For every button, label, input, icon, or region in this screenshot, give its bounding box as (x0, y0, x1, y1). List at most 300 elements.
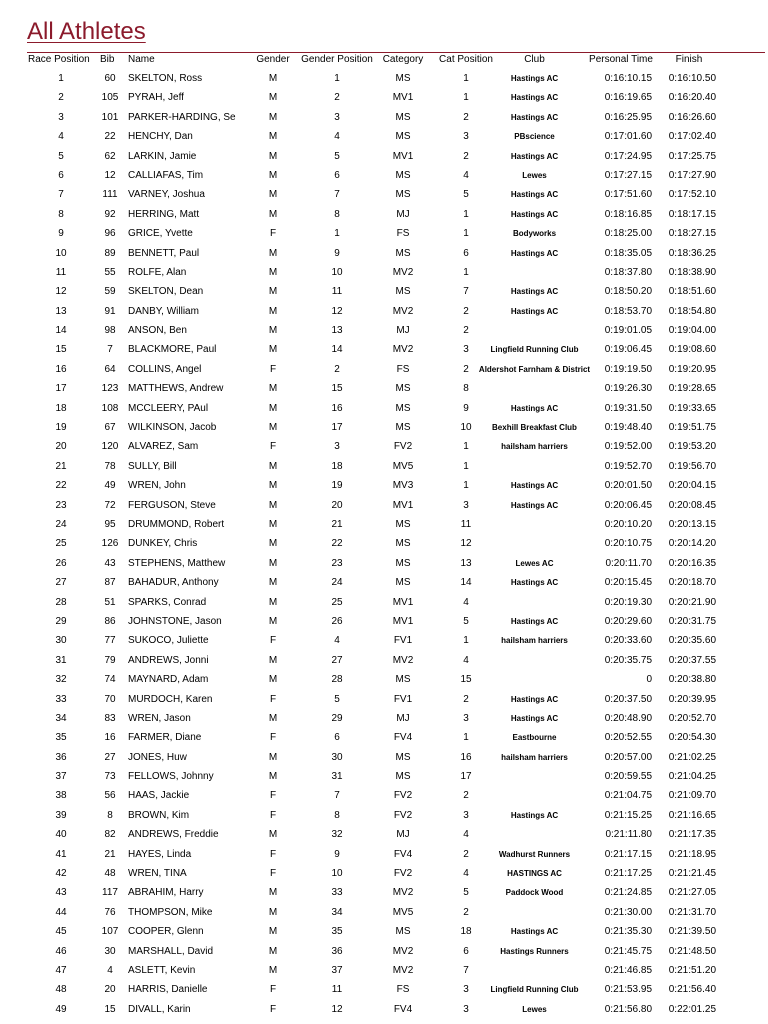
cell-race-position: 12 (55, 286, 67, 298)
header-gender-position: Gender Position (301, 54, 373, 65)
table-row (0, 515, 768, 534)
cell-personal-time: 0:19:52.70 (604, 460, 652, 472)
cell-race-position: 46 (55, 945, 67, 957)
cell-bib: 43 (104, 557, 116, 569)
cell-race-position: 36 (55, 751, 67, 763)
table-row (0, 224, 768, 243)
cell-name: DANBY, William (128, 305, 199, 317)
cell-cat-position: 4 (463, 829, 469, 841)
cell-finish: 0:18:38.90 (668, 266, 716, 278)
table-row (0, 360, 768, 379)
cell-personal-time: 0 (646, 674, 652, 686)
cell-race-position: 37 (55, 771, 67, 783)
cell-club: hailsham harriers (501, 636, 568, 646)
cell-personal-time: 0:19:26.30 (604, 383, 652, 395)
cell-category: MS (395, 422, 411, 434)
table-row (0, 767, 768, 786)
cell-category: FV2 (393, 790, 413, 802)
cell-personal-time: 0:19:06.45 (604, 344, 652, 356)
cell-club: Hastings AC (510, 810, 559, 820)
cell-bib: 20 (104, 984, 116, 996)
cell-bib: 51 (104, 596, 116, 608)
cell-club: Eastbourne (512, 733, 557, 743)
cell-finish: 0:18:51.60 (668, 286, 716, 298)
cell-bib: 70 (104, 693, 116, 705)
cell-gender-position: 15 (331, 383, 343, 395)
cell-finish: 0:19:51.75 (668, 422, 716, 434)
cell-gender: M (268, 266, 278, 278)
cell-gender: M (268, 887, 278, 899)
table-row (0, 806, 768, 825)
cell-personal-time: 0:18:25.00 (604, 228, 652, 240)
cell-bib: 95 (104, 518, 116, 530)
cell-finish: 0:21:17.35 (668, 829, 716, 841)
cell-finish: 0:18:36.25 (668, 247, 716, 259)
cell-cat-position: 3 (463, 809, 469, 821)
table-row (0, 651, 768, 670)
cell-category: MV2 (392, 344, 414, 356)
cell-name: HAYES, Linda (128, 848, 192, 860)
cell-category: FV2 (393, 868, 413, 880)
table-row (0, 883, 768, 902)
cell-personal-time: 0:20:06.45 (604, 499, 652, 511)
cell-gender: M (268, 518, 278, 530)
cell-bib: 27 (104, 751, 116, 763)
table-row (0, 418, 768, 437)
header-finish: Finish (675, 54, 703, 65)
cell-gender-position: 25 (331, 596, 343, 608)
cell-gender-position: 27 (331, 654, 343, 666)
cell-gender-position: 22 (331, 538, 343, 550)
cell-finish: 0:19:28.65 (668, 383, 716, 395)
cell-bib: 8 (107, 809, 113, 821)
table-row (0, 244, 768, 263)
cell-category: MJ (396, 325, 410, 337)
cell-personal-time: 0:19:52.00 (604, 441, 652, 453)
cell-race-position: 41 (55, 848, 67, 860)
cell-race-position: 15 (55, 344, 67, 356)
cell-cat-position: 3 (463, 344, 469, 356)
cell-name: HAAS, Jackie (128, 790, 190, 802)
cell-name: WREN, John (128, 480, 186, 492)
cell-personal-time: 0:21:11.80 (605, 829, 652, 841)
cell-category: MS (395, 538, 411, 550)
cell-gender: F (269, 363, 277, 375)
cell-bib: 89 (104, 247, 116, 259)
cell-category: FV1 (393, 635, 413, 647)
cell-cat-position: 5 (463, 887, 469, 899)
cell-personal-time: 0:18:35.05 (604, 247, 652, 259)
table-row (0, 748, 768, 767)
cell-race-position: 29 (55, 615, 67, 627)
cell-personal-time: 0:20:10.20 (604, 518, 652, 530)
cell-bib: 48 (104, 868, 116, 880)
cell-cat-position: 1 (463, 228, 469, 240)
cell-bib: 60 (104, 73, 116, 84)
cell-cat-position: 1 (463, 635, 469, 647)
cell-bib: 111 (102, 189, 118, 201)
cell-cat-position: 3 (463, 131, 469, 143)
cell-personal-time: 0:21:04.75 (604, 790, 652, 802)
cell-personal-time: 0:18:53.70 (604, 305, 652, 317)
cell-category: FV2 (393, 809, 413, 821)
cell-personal-time: 0:16:10.15 (604, 73, 652, 84)
cell-personal-time: 0:19:01.05 (604, 325, 652, 337)
table-row (0, 728, 768, 747)
cell-name: VARNEY, Joshua (128, 189, 205, 201)
cell-cat-position: 11 (460, 518, 472, 530)
cell-bib: 4 (107, 964, 113, 976)
cell-name: ANDREWS, Jonni (128, 654, 209, 666)
cell-cat-position: 2 (463, 906, 469, 918)
cell-bib: 59 (104, 286, 116, 298)
cell-bib: 101 (101, 111, 119, 123)
cell-gender-position: 10 (331, 266, 343, 278)
cell-cat-position: 7 (463, 964, 469, 976)
cell-name: LARKIN, Jamie (128, 150, 197, 162)
cell-gender-position: 26 (331, 615, 343, 627)
cell-category: MV2 (392, 654, 414, 666)
cell-gender-position: 19 (331, 480, 343, 492)
cell-category: MV1 (392, 499, 414, 511)
cell-finish: 0:20:37.55 (668, 654, 716, 666)
cell-finish: 0:21:51.20 (668, 964, 716, 976)
cell-race-position: 19 (55, 422, 67, 434)
cell-bib: 105 (101, 92, 119, 104)
cell-gender: F (269, 441, 277, 453)
cell-finish: 0:21:16.65 (668, 809, 716, 821)
cell-finish: 0:20:35.60 (668, 635, 716, 647)
header-club: Club (524, 54, 545, 65)
cell-category: FV1 (393, 693, 413, 705)
cell-gender: M (268, 945, 278, 957)
cell-personal-time: 0:21:53.95 (604, 984, 652, 996)
cell-personal-time: 0:20:10.75 (604, 538, 652, 550)
cell-category: MV1 (392, 92, 414, 104)
cell-name: ALVAREZ, Sam (128, 441, 199, 453)
cell-race-position: 34 (55, 712, 67, 724)
cell-race-position: 9 (58, 228, 64, 240)
cell-race-position: 27 (55, 577, 67, 589)
cell-bib: 117 (102, 887, 118, 899)
cell-finish: 0:20:08.45 (668, 499, 716, 511)
header-cat-position: Cat Position (439, 54, 493, 65)
cell-club: Lingfield Running Club (490, 345, 579, 355)
cell-name: WILKINSON, Jacob (128, 422, 217, 434)
cell-cat-position: 3 (463, 1003, 469, 1015)
cell-gender: F (269, 228, 277, 240)
cell-club: Wadhurst Runners (498, 849, 571, 859)
cell-gender-position: 23 (331, 557, 343, 569)
cell-cat-position: 1 (463, 208, 469, 220)
cell-cat-position: 2 (463, 111, 469, 123)
cell-category: MJ (396, 208, 410, 220)
cell-cat-position: 2 (463, 848, 469, 860)
cell-gender: M (268, 615, 278, 627)
cell-gender-position: 2 (334, 92, 340, 104)
cell-name: PARKER-HARDING, Se (128, 111, 236, 123)
cell-gender: F (269, 635, 277, 647)
cell-personal-time: 0:21:17.15 (604, 848, 652, 860)
cell-bib: 91 (104, 305, 116, 317)
cell-personal-time: 0:20:59.55 (604, 771, 652, 783)
cell-personal-time: 0:21:17.25 (604, 868, 652, 880)
cell-finish: 0:17:25.75 (668, 150, 716, 162)
cell-gender-position: 13 (331, 325, 343, 337)
cell-race-position: 45 (55, 926, 67, 938)
table-row (0, 437, 768, 456)
cell-finish: 0:21:09.70 (668, 790, 716, 802)
cell-race-position: 13 (55, 305, 67, 317)
cell-category: MV1 (392, 596, 414, 608)
cell-club: Lewes (522, 170, 547, 180)
cell-bib: 73 (104, 771, 116, 783)
cell-personal-time: 0:17:24.95 (604, 150, 652, 162)
cell-finish: 0:21:18.95 (668, 848, 716, 860)
cell-gender-position: 14 (331, 344, 343, 356)
cell-gender-position: 11 (331, 286, 343, 298)
cell-race-position: 25 (55, 538, 67, 550)
table-row (0, 127, 768, 146)
cell-category: MS (395, 383, 411, 395)
cell-name: SKELTON, Ross (128, 73, 203, 84)
cell-gender: F (269, 984, 277, 996)
cell-gender-position: 20 (331, 499, 343, 511)
table-row (0, 631, 768, 650)
cell-cat-position: 8 (463, 383, 469, 395)
cell-club: HASTINGS AC (507, 869, 562, 879)
cell-race-position: 11 (55, 266, 67, 278)
cell-category: MS (395, 131, 411, 143)
cell-gender-position: 5 (334, 150, 340, 162)
cell-bib: 16 (104, 732, 116, 744)
cell-gender: M (268, 460, 278, 472)
cell-personal-time: 0:20:15.45 (604, 577, 652, 589)
cell-bib: 12 (104, 169, 116, 181)
cell-finish: 0:20:39.95 (668, 693, 716, 705)
cell-gender: M (268, 926, 278, 938)
cell-gender: F (269, 1003, 277, 1015)
header-bib: Bib (100, 54, 115, 65)
cell-club: hailsham harriers (501, 442, 568, 452)
cell-gender: M (268, 208, 278, 220)
cell-gender-position: 28 (331, 674, 343, 686)
cell-cat-position: 2 (463, 150, 469, 162)
cell-cat-position: 3 (463, 984, 469, 996)
cell-bib: 7 (107, 344, 113, 356)
cell-club: Lingfield Running Club (490, 985, 579, 995)
cell-gender: M (268, 771, 278, 783)
cell-personal-time: 0:20:37.50 (604, 693, 652, 705)
cell-finish: 0:20:13.15 (668, 518, 716, 530)
cell-personal-time: 0:20:29.60 (604, 615, 652, 627)
cell-gender: M (268, 325, 278, 337)
cell-gender-position: 3 (334, 111, 340, 123)
cell-gender-position: 24 (331, 577, 343, 589)
cell-club: Bexhill Breakfast Club (492, 423, 577, 433)
cell-category: MS (395, 674, 411, 686)
cell-race-position: 28 (55, 596, 67, 608)
cell-cat-position: 2 (463, 325, 469, 337)
cell-race-position: 10 (55, 247, 67, 259)
cell-club: Paddock Wood (505, 888, 564, 898)
cell-race-position: 30 (55, 635, 67, 647)
cell-category: FV2 (393, 441, 413, 453)
cell-bib: 22 (104, 131, 116, 143)
cell-gender: M (268, 150, 278, 162)
table-row (0, 573, 768, 592)
cell-race-position: 20 (55, 441, 67, 453)
cell-club: Hastings AC (510, 287, 559, 297)
table-row (0, 612, 768, 631)
cell-finish: 0:17:27.90 (668, 169, 716, 181)
cell-bib: 72 (104, 499, 116, 511)
cell-cat-position: 9 (463, 402, 469, 414)
cell-category: MV5 (392, 460, 414, 472)
cell-cat-position: 2 (463, 693, 469, 705)
cell-personal-time: 0:20:19.30 (604, 596, 652, 608)
cell-gender-position: 3 (334, 441, 340, 453)
cell-bib: 79 (104, 654, 116, 666)
cell-category: MS (395, 926, 411, 938)
cell-bib: 76 (104, 906, 116, 918)
cell-cat-position: 2 (463, 363, 469, 375)
table-header (0, 50, 768, 69)
cell-race-position: 24 (55, 518, 67, 530)
cell-name: GRICE, Yvette (128, 228, 193, 240)
table-row (0, 593, 768, 612)
cell-gender: M (268, 674, 278, 686)
cell-gender-position: 36 (331, 945, 343, 957)
cell-name: COLLINS, Angel (128, 363, 202, 375)
cell-club: Hastings AC (510, 927, 559, 937)
cell-name: ANSON, Ben (128, 325, 187, 337)
cell-gender-position: 33 (331, 887, 343, 899)
cell-bib: 92 (104, 208, 116, 220)
cell-finish: 0:19:04.00 (668, 325, 716, 337)
cell-gender: M (268, 247, 278, 259)
cell-name: JOHNSTONE, Jason (128, 615, 222, 627)
cell-category: MV5 (392, 906, 414, 918)
cell-category: MJ (396, 712, 410, 724)
cell-category: MV2 (392, 266, 414, 278)
cell-bib: 86 (104, 615, 116, 627)
cell-finish: 0:20:04.15 (668, 480, 716, 492)
cell-gender: M (268, 577, 278, 589)
cell-bib: 98 (104, 325, 116, 337)
cell-race-position: 47 (55, 964, 67, 976)
cell-club: Bodyworks (512, 229, 557, 239)
cell-bib: 87 (104, 577, 116, 589)
table-row (0, 340, 768, 359)
cell-category: MV2 (392, 887, 414, 899)
cell-race-position: 32 (55, 674, 67, 686)
cell-name: SPARKS, Conrad (128, 596, 207, 608)
cell-gender-position: 18 (331, 460, 343, 472)
cell-category: MS (395, 189, 411, 201)
cell-bib: 49 (104, 480, 116, 492)
cell-finish: 0:21:31.70 (668, 906, 716, 918)
cell-bib: 120 (101, 441, 119, 453)
cell-gender: M (268, 557, 278, 569)
cell-category: MV2 (392, 964, 414, 976)
cell-gender-position: 1 (334, 228, 340, 240)
cell-race-position: 35 (55, 732, 67, 744)
cell-gender: F (269, 868, 277, 880)
cell-club: Hastings AC (510, 578, 559, 588)
cell-personal-time: 0:18:50.20 (604, 286, 652, 298)
cell-finish: 0:21:21.45 (668, 868, 716, 880)
cell-bib: 78 (104, 460, 116, 472)
cell-category: FV4 (393, 848, 413, 860)
cell-name: MARSHALL, David (128, 945, 214, 957)
table-row (0, 980, 768, 999)
cell-category: MJ (396, 829, 410, 841)
cell-cat-position: 1 (463, 73, 469, 84)
table-row (0, 399, 768, 418)
cell-name: MATTHEWS, Andrew (128, 383, 224, 395)
cell-gender: M (268, 169, 278, 181)
cell-gender: M (268, 654, 278, 666)
cell-race-position: 18 (55, 402, 67, 414)
cell-gender-position: 17 (331, 422, 343, 434)
cell-club: Lewes (522, 1004, 547, 1014)
cell-cat-position: 1 (463, 92, 469, 104)
cell-gender-position: 8 (334, 208, 340, 220)
cell-name: BROWN, Kim (128, 809, 190, 821)
cell-gender-position: 12 (331, 305, 343, 317)
cell-cat-position: 12 (460, 538, 472, 550)
cell-gender: F (269, 693, 277, 705)
cell-race-position: 16 (55, 363, 67, 375)
cell-gender-position: 7 (334, 790, 340, 802)
cell-race-position: 1 (58, 73, 64, 84)
cell-category: MS (395, 169, 411, 181)
cell-gender: M (268, 111, 278, 123)
table-row (0, 922, 768, 941)
cell-club: Lewes AC (515, 558, 554, 568)
cell-race-position: 7 (58, 189, 64, 201)
cell-name: ROLFE, Alan (128, 266, 187, 278)
header-gender: Gender (256, 54, 290, 65)
cell-gender: M (268, 73, 278, 84)
cell-race-position: 17 (55, 383, 67, 395)
cell-name: FERGUSON, Steve (128, 499, 216, 511)
cell-personal-time: 0:20:33.60 (604, 635, 652, 647)
cell-gender-position: 30 (331, 751, 343, 763)
cell-race-position: 33 (55, 693, 67, 705)
cell-gender: M (268, 305, 278, 317)
cell-personal-time: 0:20:11.70 (605, 557, 652, 569)
cell-race-position: 22 (55, 480, 67, 492)
cell-race-position: 21 (55, 460, 67, 472)
cell-name: ASLETT, Kevin (128, 964, 196, 976)
cell-finish: 0:21:39.50 (668, 926, 716, 938)
cell-personal-time: 0:20:52.55 (604, 732, 652, 744)
cell-name: WREN, Jason (128, 712, 191, 724)
cell-category: FV4 (393, 732, 413, 744)
table-row (0, 476, 768, 495)
table-row (0, 496, 768, 515)
cell-personal-time: 0:20:48.90 (604, 712, 652, 724)
table-row (0, 263, 768, 282)
table-row (0, 166, 768, 185)
cell-gender: F (269, 732, 277, 744)
cell-bib: 77 (104, 635, 116, 647)
cell-bib: 67 (104, 422, 116, 434)
cell-gender: M (268, 499, 278, 511)
cell-category: MS (395, 73, 411, 84)
